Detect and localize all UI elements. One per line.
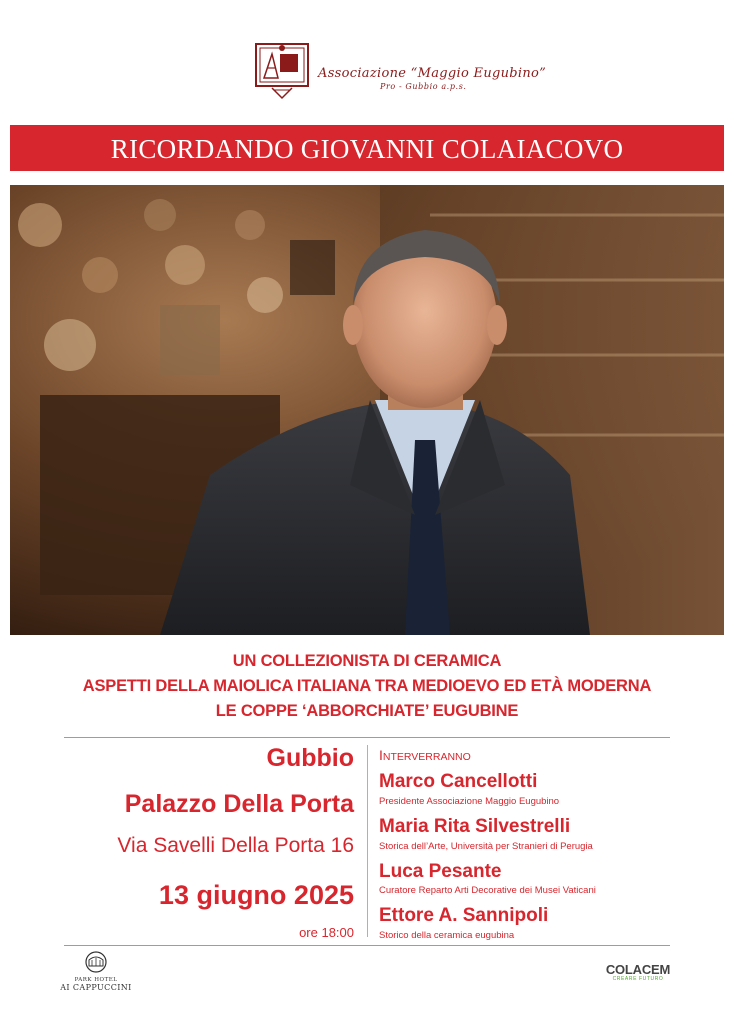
association-name: Associazione “Maggio Eugubino” [318,66,547,81]
event-city: Gubbio [266,744,354,772]
association-logo-icon [254,42,310,100]
speaker-name: Marco Cancellotti [379,771,538,792]
hotel-logo [58,950,134,998]
speaker-name: Luca Pesante [379,861,502,882]
subtitle-line-3: LE COPPE ‘ABBORCHIATE’ EUGUBINE [215,702,519,720]
event-address: Via Savelli Della Porta 16 [117,834,354,857]
speaker-role: Storico della ceramica eugubina [379,930,515,941]
event-venue: Palazzo Della Porta [124,790,354,818]
hotel-line-2: AI CAPPUCCINI [60,983,132,992]
page-title: RICORDANDO GIOVANNI COLAIACOVO [110,134,624,164]
speaker-role: Presidente Associazione Maggio Eugubino [379,796,560,807]
speakers-heading: INTERVERRANNO [379,747,471,763]
subtitle-line-2: ASPETTI DELLA MAIOLICA ITALIANA TRA MEDIOEVO ED ETÀ MODERNA [82,677,652,695]
speaker-role: Curatore Reparto Arti Decorative dei Musei Vaticani [379,885,596,896]
portrait-photo [10,185,724,635]
association-subtitle: Pro - Gubbio a.p.s. [380,82,467,91]
sponsor-logo [596,962,680,986]
column-divider [367,745,368,937]
speaker-name: Ettore A. Sannipoli [379,905,549,926]
event-time: ore 18:00 [299,925,354,940]
hotel-line-1: PARK HOTEL [74,977,118,983]
speaker-name: Maria Rita Silvestrelli [379,816,571,837]
sponsor-name: COLACEM [605,962,671,977]
speakers-heading-text: NTERVERRANNO [382,751,471,763]
speaker-role: Storica dell’Arte, Università per Stranieri di Perugia [379,841,593,852]
sponsor-tagline: CREARE FUTURO [612,976,664,982]
title-banner [10,125,724,171]
subtitle-line-1: UN COLLEZIONISTA DI CERAMICA [232,652,502,670]
divider-bottom [64,945,670,946]
divider-top [64,737,670,738]
hotel-emblem-icon [58,950,134,974]
event-date: 13 giugno 2025 [158,880,354,910]
